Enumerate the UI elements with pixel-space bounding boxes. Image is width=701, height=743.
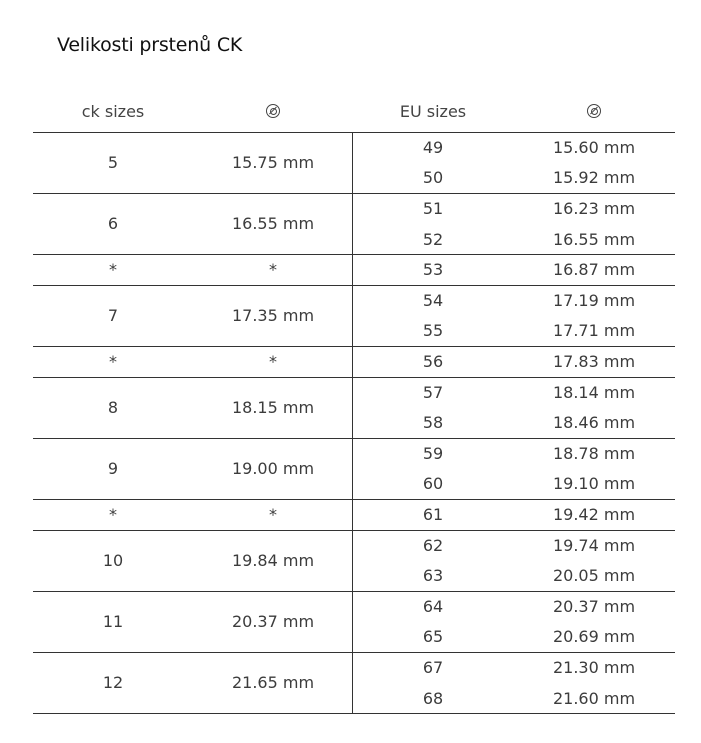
ck-size-cell: 12 [102,673,124,693]
ck-diameter-cell: 19.00 mm [231,459,315,479]
eu-size-cell: 64 [422,596,444,616]
page-title: Velikosti prstenů CK [57,34,243,56]
header-ck-diameter [193,99,353,123]
eu-diameter-cell: 16.23 mm [552,198,636,218]
eu-diameter-cell: 16.55 mm [552,229,636,249]
eu-diameter-cell: 19.42 mm [552,504,636,524]
ck-diameter-cell: * [269,351,277,371]
diameter-icon [587,104,601,118]
eu-diameter-cell: 20.69 mm [552,627,636,647]
ck-size-cell: 7 [107,306,119,326]
eu-diameter-cell: 20.37 mm [552,596,636,616]
eu-diameter-cell: 19.10 mm [552,474,636,494]
eu-diameter-cell: 17.71 mm [552,321,636,341]
ck-size-cell: * [109,504,117,524]
ck-size-cell: 5 [107,153,119,173]
eu-size-cell: 50 [422,168,444,188]
eu-diameter-cell: 20.05 mm [552,566,636,586]
eu-size-cell: 51 [422,198,444,218]
eu-size-cell: 55 [422,321,444,341]
eu-size-cell: 59 [422,443,444,463]
ck-diameter-cell: 15.75 mm [231,153,315,173]
eu-size-cell: 61 [422,504,444,524]
eu-size-cell: 67 [422,657,444,677]
ck-diameter-cell: 17.35 mm [231,306,315,326]
ck-size-cell: 11 [102,612,124,632]
eu-size-cell: 52 [422,229,444,249]
ck-size-cell: * [109,260,117,280]
eu-size-cell: 54 [422,290,444,310]
diameter-icon [266,104,280,118]
eu-size-cell: 57 [422,382,444,402]
ck-diameter-cell: 21.65 mm [231,673,315,693]
ck-diameter-cell: * [269,504,277,524]
eu-size-cell: 58 [422,413,444,433]
eu-size-cell: 53 [422,260,444,280]
eu-size-cell: 60 [422,474,444,494]
eu-diameter-cell: 17.19 mm [552,290,636,310]
ck-size-cell: 8 [107,397,119,417]
eu-diameter-cell: 16.87 mm [552,260,636,280]
row-divider [33,713,675,714]
header-ck-sizes: ck sizes [81,101,145,121]
ck-diameter-cell: 16.55 mm [231,214,315,234]
eu-size-cell: 62 [422,535,444,555]
header-eu-sizes: EU sizes [399,101,467,121]
ck-diameter-cell: 20.37 mm [231,612,315,632]
eu-diameter-cell: 17.83 mm [552,351,636,371]
eu-diameter-cell: 15.92 mm [552,168,636,188]
eu-size-cell: 56 [422,351,444,371]
eu-diameter-cell: 21.30 mm [552,657,636,677]
eu-size-cell: 49 [422,137,444,157]
eu-diameter-cell: 18.14 mm [552,382,636,402]
eu-size-cell: 63 [422,566,444,586]
ck-diameter-cell: 18.15 mm [231,397,315,417]
ck-size-cell: 10 [102,550,124,570]
eu-diameter-cell: 18.78 mm [552,443,636,463]
ck-size-cell: 9 [107,459,119,479]
ck-size-cell: 6 [107,214,119,234]
ck-diameter-cell: * [269,260,277,280]
header-eu-diameter [513,99,675,123]
eu-diameter-cell: 19.74 mm [552,535,636,555]
eu-size-cell: 65 [422,627,444,647]
eu-size-cell: 68 [422,688,444,708]
eu-diameter-cell: 21.60 mm [552,688,636,708]
ck-size-cell: * [109,351,117,371]
eu-diameter-cell: 15.60 mm [552,137,636,157]
ck-diameter-cell: 19.84 mm [231,550,315,570]
column-divider [352,132,353,714]
eu-diameter-cell: 18.46 mm [552,413,636,433]
